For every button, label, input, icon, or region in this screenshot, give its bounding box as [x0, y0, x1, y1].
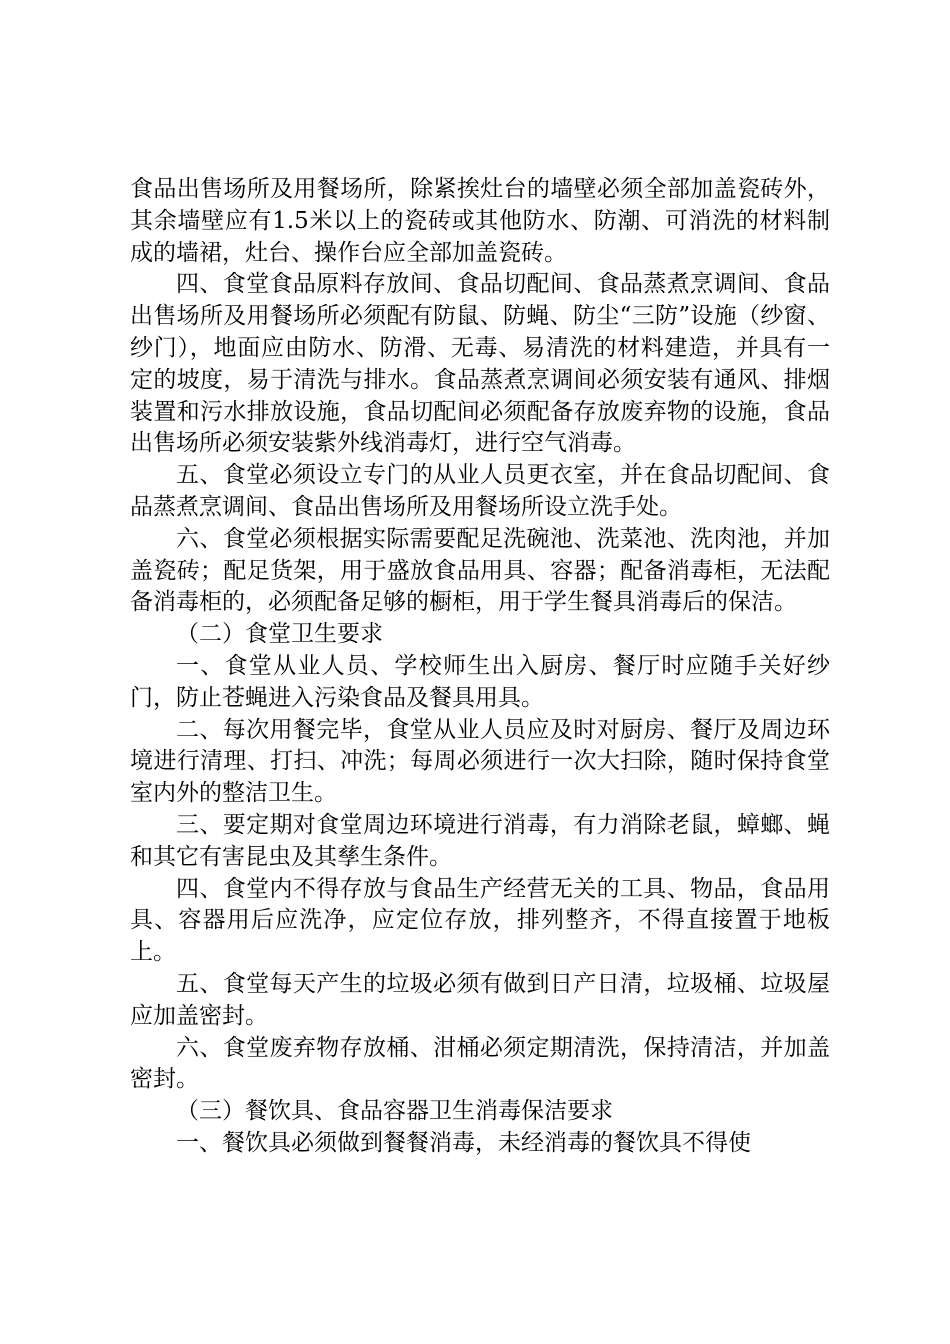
paragraph-8: 三、要定期对食堂周边环境进行消毒，有力消除老鼠，蟑螂、蝇和其它有害昆虫及其孳生条件。 — [130, 811, 830, 870]
paragraph-3: 五、食堂必须设立专门的从业人员更衣室，并在食品切配间、食品蒸煮烹调间、食品出售场所及用餐场所设立洗手处。 — [130, 462, 830, 520]
section-heading-tableware-hygiene: （三）餐饮具、食品容器卫生消毒保洁要求 — [176, 1098, 613, 1125]
paragraph-6: 一、食堂从业人员、学校师生出入厨房、餐厅时应随手关好纱门，防止苍蝇进入污染食品及餐具用具。 — [130, 652, 830, 711]
paragraph-2: 四、食堂食品原料存放间、食品切配间、食品蒸煮烹调间、食品出售场所及用餐场所必须配有防鼠、防蝇、防尘“三防”设施（纱窗、纱门），地面应由防水、防滑、无毒、易清洗的材料建造，并具有一定的坡度，易于清洗与排水。食品蒸煮烹调间必须安装有通风、排烟装置和污水排放设施，食品切配间必须配备存放废弃物的设施，食品出售场所必须安装紫外线消毒灯，进行空气消毒。 — [130, 271, 830, 457]
document-body — [130, 174, 830, 1160]
paragraph-13: 一、餐饮具必须做到餐餐消毒，未经消毒的餐饮具不得使 — [176, 1129, 751, 1156]
section-heading-canteen-hygiene: （二）食堂卫生要求 — [176, 621, 383, 648]
paragraph-4: 六、食堂必须根据实际需要配足洗碗池、洗菜池、洗肉池，并加盖瓷砖；配足货架，用于盛放食品用具、容器；配备消毒柜，无法配备消毒柜的，必须配备足够的橱柜，用于学生餐具消毒后的保洁。 — [130, 525, 830, 616]
paragraph-7: 二、每次用餐完毕，食堂从业人员应及时对厨房、餐厅及周边环境进行清理、打扫、冲洗；每周必须进行一次大扫除，随时保持食堂室内外的整洁卫生。 — [130, 716, 830, 807]
paragraph-9: 四、食堂内不得存放与食品生产经营无关的工具、物品，食品用具、容器用后应洗净，应定位存放，排列整齐，不得直接置于地板上。 — [130, 875, 830, 966]
paragraph-11: 六、食堂废弃物存放桶、泔桶必须定期清洗，保持清洁，并加盖密封。 — [130, 1034, 830, 1093]
paragraph-10: 五、食堂每天产生的垃圾必须有做到日产日清，垃圾桶、垃圾屋应加盖密封。 — [130, 970, 830, 1029]
paragraph-1: 食品出售场所及用餐场所，除紧挨灶台的墙壁必须全部加盖瓷砖外，其余墙壁应有1.5米以上的瓷砖或其他防水、防潮、可消洗的材料制成的墙裙，灶台、操作台应全部加盖瓷砖。 — [130, 176, 830, 266]
